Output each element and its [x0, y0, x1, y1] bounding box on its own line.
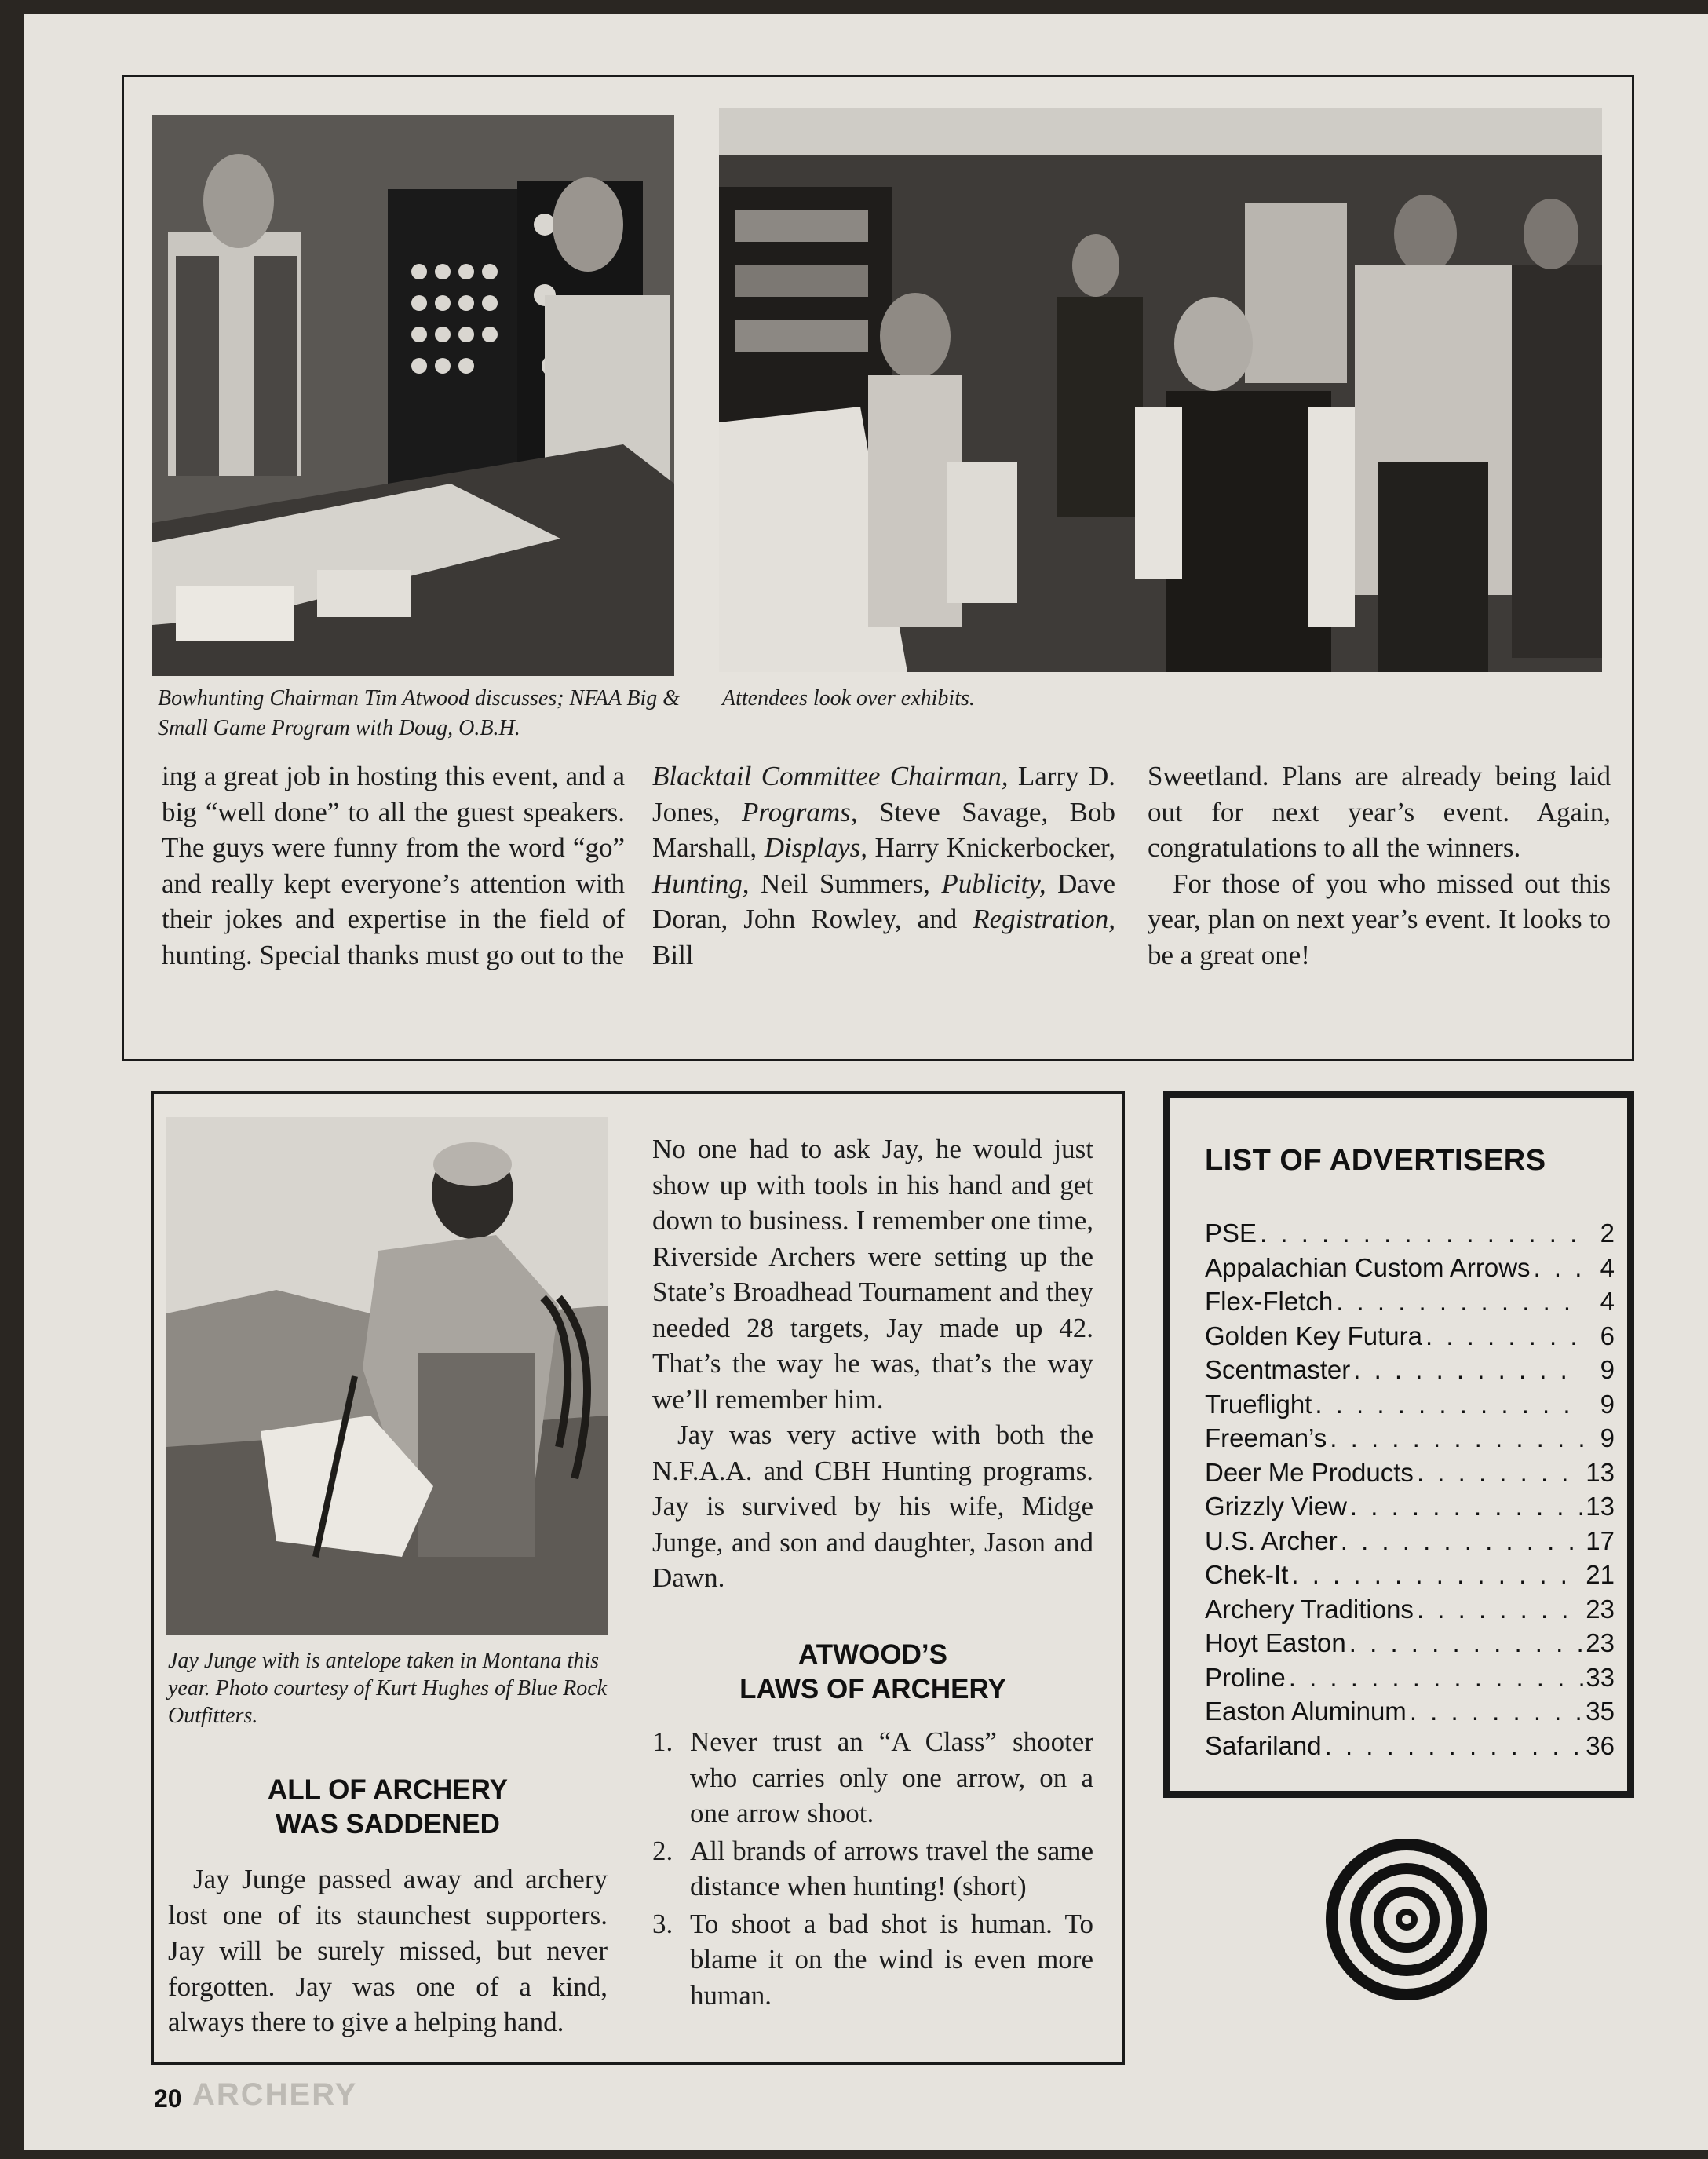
leader-dots — [1327, 1421, 1583, 1456]
advertiser-name: U.S. Archer — [1205, 1525, 1338, 1555]
top-article-col1 — [162, 758, 625, 973]
leader-dots — [1257, 1216, 1583, 1251]
advertiser-row — [1205, 1319, 1615, 1353]
advertiser-name: Chek-It — [1205, 1560, 1289, 1589]
name-doran: Dave Doran, John Rowley, and — [652, 868, 1115, 934]
laws-list — [652, 1724, 1093, 2015]
obituary-col1 — [168, 1861, 608, 2040]
advertiser-page: 9 — [1600, 1423, 1615, 1452]
role-blacktail: Blacktail Committee Chairman, — [652, 761, 1009, 791]
advertiser-page: 23 — [1586, 1628, 1615, 1657]
advertisers-box — [1163, 1091, 1634, 1798]
law-item — [652, 1724, 1093, 1832]
photo-jay-junge-image — [166, 1117, 608, 1635]
advertiser-page: 13 — [1586, 1492, 1615, 1521]
top-article-col3-p2: For those of you who missed out this year, plan on next year’s event. It looks to be a great one! — [1148, 868, 1611, 970]
leader-dots — [1312, 1387, 1583, 1422]
advertiser-row — [1205, 1353, 1615, 1387]
advertiser-name: Safariland — [1205, 1730, 1322, 1760]
advertiser-row — [1205, 1387, 1615, 1422]
name-bill: Bill — [652, 939, 694, 970]
advertiser-row — [1205, 1558, 1615, 1592]
role-displays: Displays, — [764, 832, 867, 863]
name-knickerbocker: Harry Knickerbocker, — [867, 832, 1115, 863]
obituary-heading-line2: WAS SADDENED — [276, 1809, 500, 1839]
advertiser-page: 2 — [1600, 1218, 1615, 1248]
photo-tim-atwood-caption: Bowhunting Chairman Tim Atwood discusses; NFAA Big & Small Game Program with Doug, O.B.H. — [158, 686, 681, 740]
advertisers-list — [1205, 1216, 1615, 1763]
leader-dots — [1422, 1319, 1583, 1353]
name-jones: Larry D. Jones, — [652, 761, 1115, 827]
obituary-col2 — [652, 1131, 1093, 1596]
advertiser-name: Trueflight — [1205, 1389, 1312, 1419]
name-savage: Steve Savage, Bob Marshall, — [652, 796, 1115, 863]
top-article-col2-text — [652, 758, 1115, 973]
name-summers: Neil Summers, — [749, 868, 942, 899]
magazine-page — [24, 14, 1708, 2150]
obituary-body: Jay Junge passed away and archery lost one of its staunchest supporters. Jay will be surely missed, but never forgotten. Jay was one of a kind, always there to give a helping hand. — [168, 1864, 608, 2037]
obituary-col2-p1: No one had to ask Jay, he would just show up with tools in his hand and get down to business. I remember one time, Riverside Archers were setting up the State’s Broadhead Tournament and they needed 28 targets, Jay made up 42. That’s the way he was, that’s the way we’ll remember him. — [652, 1134, 1093, 1415]
law-item — [652, 1833, 1093, 1905]
advertiser-row — [1205, 1626, 1615, 1660]
top-article-col2 — [652, 758, 1115, 973]
advertiser-name: Hoyt Easton — [1205, 1628, 1346, 1657]
laws-heading-line1: ATWOOD’S — [798, 1639, 947, 1670]
obituary-col2-p2: Jay was very active with both the N.F.A.A. and CBH Hunting programs. Jay is survived by his wife, Midge Junge, and son and daughter, Jason and Dawn. — [652, 1419, 1093, 1593]
laws-heading-line2: LAWS OF ARCHERY — [739, 1674, 1006, 1704]
advertiser-name: Freeman’s — [1205, 1423, 1327, 1452]
advertiser-name: Easton Aluminum — [1205, 1697, 1407, 1726]
law-number: 1. — [652, 1726, 673, 1757]
law-item — [652, 1906, 1093, 2014]
advertiser-page: 35 — [1586, 1697, 1615, 1726]
role-publicity: Publicity, — [941, 868, 1046, 899]
photo-attendees-caption: Attendees look over exhibits. — [722, 686, 975, 711]
top-article-col1-text: ing a great job in hosting this event, and a big “well done” to all the guest speakers. The guys were funny from the word “go” and really kept everyone’s attention with their jokes and expertise in the field of hunting. Special thanks must go out to the — [162, 761, 625, 970]
leader-dots — [1414, 1592, 1583, 1627]
leader-dots — [1350, 1353, 1583, 1387]
role-programs: Programs, — [742, 796, 858, 827]
advertiser-name: Scentmaster — [1205, 1355, 1351, 1384]
advertiser-page: 33 — [1586, 1662, 1615, 1692]
obituary-heading — [168, 1773, 608, 1842]
advertiser-row — [1205, 1421, 1615, 1456]
photo-jay-junge-caption: Jay Junge with is antelope taken in Montana this year. Photo courtesy of Kurt Hughes of Blue Rock Outfitters. — [168, 1649, 608, 1728]
law-text: All brands of arrows travel the same distance when hunting! (short) — [690, 1835, 1093, 1901]
leader-dots — [1414, 1456, 1583, 1490]
role-registration: Registration, — [973, 904, 1115, 934]
photo-tim-atwood — [152, 115, 674, 676]
advertiser-page: 21 — [1586, 1560, 1615, 1589]
leader-dots — [1333, 1284, 1583, 1319]
advertiser-page: 4 — [1600, 1252, 1615, 1282]
magazine-logo: ARCHERY — [192, 2077, 358, 2112]
advertiser-row — [1205, 1251, 1615, 1285]
laws-heading — [652, 1638, 1093, 1707]
advertiser-row — [1205, 1524, 1615, 1558]
leader-dots — [1531, 1251, 1583, 1285]
leader-dots — [1346, 1626, 1583, 1660]
advertiser-name: Proline — [1205, 1662, 1286, 1692]
law-number: 2. — [652, 1835, 673, 1866]
top-article-col3 — [1148, 758, 1611, 973]
leader-dots — [1407, 1694, 1583, 1729]
obituary-heading-line1: ALL OF ARCHERY — [268, 1774, 508, 1805]
advertiser-row — [1205, 1592, 1615, 1627]
advertiser-row — [1205, 1456, 1615, 1490]
advertiser-name: Deer Me Products — [1205, 1457, 1414, 1487]
advertiser-row — [1205, 1660, 1615, 1695]
advertiser-page: 6 — [1600, 1321, 1615, 1350]
advertiser-page: 23 — [1586, 1594, 1615, 1624]
photo-jay-junge — [166, 1117, 608, 1635]
law-text: Never trust an “A Class” shooter who carries only one arrow, on a one arrow shoot. — [690, 1726, 1093, 1828]
advertiser-name: Appalachian Custom Arrows — [1205, 1252, 1531, 1282]
law-text: To shoot a bad shot is human. To blame it on the wind is even more human. — [690, 1908, 1093, 2011]
advertiser-row — [1205, 1284, 1615, 1319]
advertiser-page: 13 — [1586, 1457, 1615, 1487]
advertiser-name: Archery Traditions — [1205, 1594, 1414, 1624]
leader-dots — [1286, 1660, 1583, 1695]
photo-attendees — [719, 108, 1602, 672]
advertiser-page: 9 — [1600, 1389, 1615, 1419]
top-article-col3-p1: Sweetland. Plans are already being laid out for next year’s event. Again, congratulations to all the winners. — [1148, 761, 1611, 863]
advertiser-row — [1205, 1489, 1615, 1524]
advertiser-row — [1205, 1216, 1615, 1251]
leader-dots — [1322, 1729, 1583, 1763]
photo-tim-atwood-image — [152, 115, 674, 676]
advertiser-page: 36 — [1586, 1730, 1615, 1760]
target-icon — [1324, 1837, 1489, 2002]
law-number: 3. — [652, 1908, 673, 1939]
advertisers-title: LIST OF ADVERTISERS — [1205, 1144, 1546, 1177]
advertiser-row — [1205, 1729, 1615, 1763]
leader-dots — [1288, 1558, 1583, 1592]
advertiser-row — [1205, 1694, 1615, 1729]
leader-dots — [1338, 1524, 1583, 1558]
advertiser-name: PSE — [1205, 1218, 1257, 1248]
photo-attendees-image — [719, 108, 1602, 672]
leader-dots — [1347, 1489, 1583, 1524]
advertiser-name: Grizzly View — [1205, 1492, 1347, 1521]
advertiser-page: 4 — [1600, 1287, 1615, 1316]
advertiser-page: 17 — [1586, 1525, 1615, 1555]
role-hunting: Hunting, — [652, 868, 750, 899]
advertiser-page: 9 — [1600, 1355, 1615, 1384]
advertiser-name: Flex-Fletch — [1205, 1287, 1334, 1316]
page-number: 20 — [154, 2084, 182, 2113]
advertiser-name: Golden Key Futura — [1205, 1321, 1422, 1350]
